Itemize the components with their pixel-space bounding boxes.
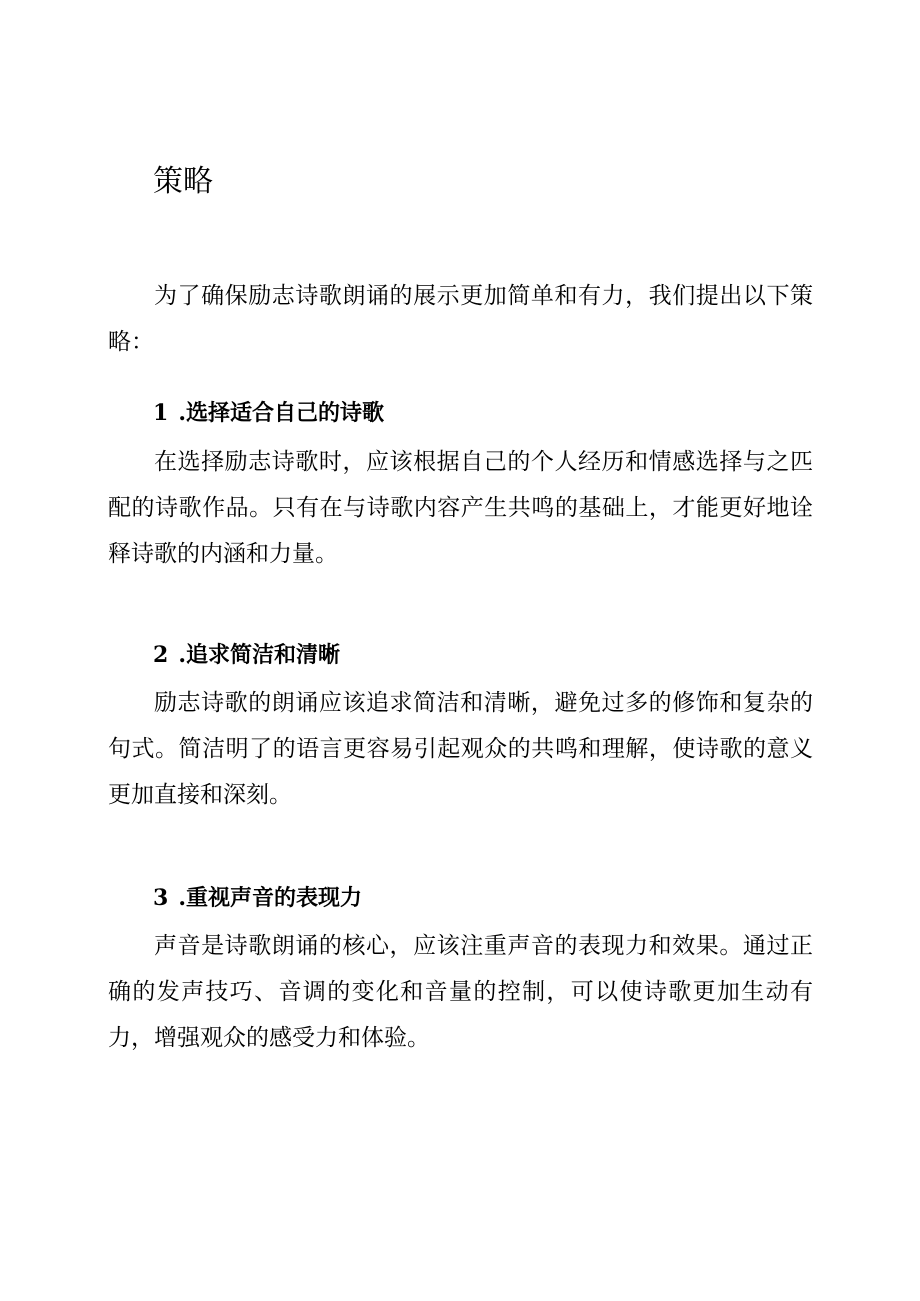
section-2-heading: [153, 640, 340, 670]
section-1-number: 1: [153, 400, 169, 426]
section-1-heading: [153, 398, 384, 428]
section-1-title: .选择适合自己的诗歌: [178, 400, 384, 426]
section-3-body: 声音是诗歌朗诵的核心，应该注重声音的表现力和效果。通过正确的发声技巧、音调的变化和音量的控制，可以使诗歌更加生动有力，增强观众的感受力和体验。: [108, 933, 813, 1051]
section-3-heading: [153, 883, 362, 913]
section-3-number: 3: [153, 885, 169, 911]
section-2-number: 2: [153, 642, 169, 668]
section-2-title: .追求简洁和清晰: [178, 642, 340, 668]
page-title: 策略: [153, 164, 213, 199]
section-3-title: .重视声音的表现力: [178, 885, 362, 911]
intro-paragraph: 为了确保励志诗歌朗诵的展示更加简单和有力，我们提出以下策略：: [108, 283, 813, 355]
section-2-body: 励志诗歌的朗诵应该追求简洁和清晰，避免过多的修饰和复杂的句式。简洁明了的语言更容易引起观众的共鸣和理解，使诗歌的意义更加直接和深刻。: [108, 690, 813, 808]
section-1-body: 在选择励志诗歌时，应该根据自己的个人经历和情感选择与之匹配的诗歌作品。只有在与诗歌内容产生共鸣的基础上，才能更好地诠释诗歌的内涵和力量。: [108, 449, 813, 567]
